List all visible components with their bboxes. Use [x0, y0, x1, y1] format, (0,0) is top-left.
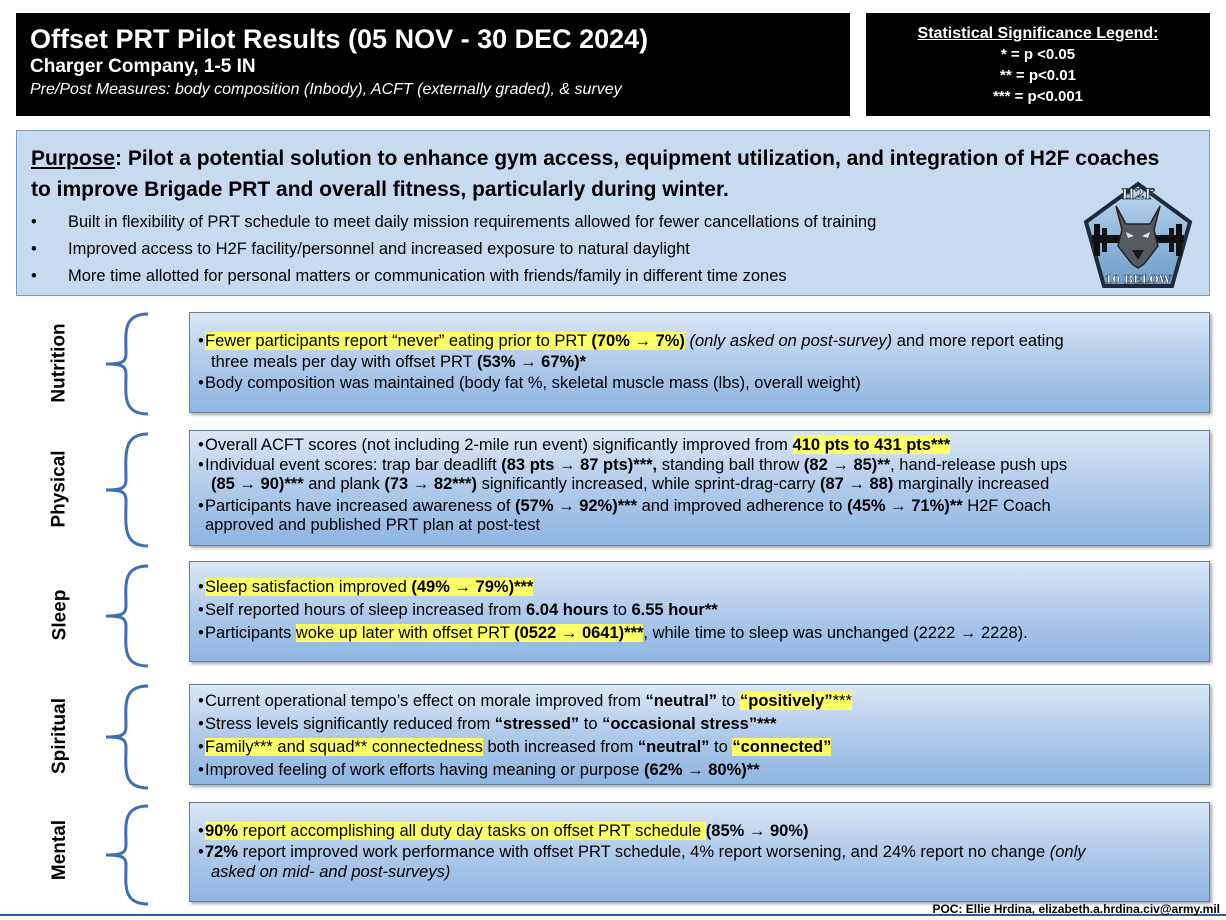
section-content	[189, 312, 1210, 413]
finding-text: and more report eating	[892, 332, 1064, 350]
finding-text: Current operational tempo’s effect on morale improved from	[205, 692, 646, 710]
note-text: (only	[1049, 843, 1086, 861]
note-text: asked on mid- and post-surveys)	[211, 863, 451, 881]
bullet-dot: •	[198, 843, 204, 861]
finding-text: Participants have increased awareness of	[205, 497, 516, 515]
bullet-dot: •	[31, 240, 37, 258]
highlighted-text: Sleep satisfaction improved	[205, 578, 412, 596]
section-label-text: Sleep	[48, 589, 70, 641]
note-text: (only asked on post-survey)	[684, 332, 893, 350]
finding-text: standing ball throw	[657, 456, 804, 474]
finding-text: and improved adherence to	[637, 497, 848, 515]
purpose-bullet	[31, 263, 1195, 290]
stat-text: “stressed”	[494, 715, 580, 733]
section-label	[28, 560, 92, 670]
purpose-bullet	[31, 236, 1195, 263]
stat-text: (62% → 80%)**	[644, 761, 760, 779]
bullet-dot: •	[198, 374, 204, 392]
purpose-text: : Pilot a potential solution to enhance gym access, equipment utilization, and integration of H2F coaches to improve Brigade PRT and overall fitness, particularly during winter.	[31, 147, 1160, 201]
section-label	[28, 800, 92, 900]
finding-line	[198, 690, 1197, 713]
bullet-dot: •	[198, 456, 204, 474]
stat-text: 6.04 hours	[526, 601, 609, 619]
bullet-dot: •	[198, 578, 204, 596]
finding-line	[198, 759, 1197, 782]
legend-title: Statistical Significance Legend:	[917, 25, 1159, 42]
purpose-bullet-text: Improved access to H2F facility/personnel and increased exposure to natural daylight	[68, 240, 690, 258]
stat-text: (73 → 82***)	[384, 475, 478, 493]
section-content	[189, 430, 1210, 546]
finding-line	[198, 352, 1197, 373]
finding-line	[198, 435, 1197, 456]
highlighted-stat: 410 pts to 431 pts***	[792, 436, 951, 454]
section-content	[189, 802, 1210, 902]
highlighted-text: Family*** and squad** connectedness	[205, 738, 483, 756]
stat-text: (57% → 92%)***	[515, 497, 637, 515]
section-label-text: Spiritual	[49, 697, 71, 775]
stat-text: 72%	[205, 843, 239, 861]
finding-text: and plank	[303, 475, 385, 493]
finding-text: H2F Coach	[962, 497, 1051, 515]
purpose-panel	[16, 130, 1210, 296]
purpose-bullet-text: More time allotted for personal matters or communication with friends/family in different time zones	[68, 267, 787, 285]
purpose-bullet-text: Built in flexibility of PRT schedule to meet daily mission requirements allowed for fewer cancellations of training	[68, 213, 877, 231]
bullet-dot: •	[198, 624, 204, 642]
finding-text: to	[709, 738, 733, 756]
section-label	[28, 680, 92, 792]
bullet-dot: •	[198, 692, 204, 710]
stat-text: (85 → 90)***	[211, 475, 304, 493]
bullet-dot: •	[198, 332, 204, 350]
bullet-dot: •	[198, 715, 204, 733]
stat-text: “neutral”	[645, 692, 718, 710]
section-nutrition	[0, 308, 1226, 418]
finding-line	[198, 862, 1197, 882]
finding-text: Participants	[205, 624, 296, 642]
section-mental	[0, 800, 1226, 910]
finding-text: significantly increased, while sprint-drag-carry	[477, 475, 820, 493]
finding-text: to	[608, 601, 632, 619]
stat-text: (87 → 88)	[819, 475, 894, 493]
finding-text: Stress levels significantly reduced from	[205, 715, 495, 733]
stat-text: “occasional stress”***	[602, 715, 777, 733]
section-spiritual	[0, 680, 1226, 792]
finding-line	[198, 576, 1197, 599]
finding-line	[198, 373, 1197, 394]
significance-legend	[866, 13, 1210, 116]
h2f-wolf-logo	[1082, 180, 1194, 290]
bullet-dot: •	[198, 601, 204, 619]
section-label-text: Mental	[49, 819, 70, 881]
highlighted-text: woke up later with offset PRT	[295, 624, 515, 642]
section-label	[28, 428, 92, 550]
stat-text: (82 → 85)**	[803, 456, 891, 474]
bullet-dot: •	[31, 213, 37, 231]
bullet-dot: •	[198, 761, 204, 779]
stat-text: (45% → 71%)**	[847, 497, 963, 515]
section-content	[189, 684, 1210, 785]
stat-text: 6.55 hour**	[631, 601, 718, 619]
finding-text: Body composition was maintained (body fat %, skeletal muscle mass (lbs), overall weight)	[205, 374, 861, 392]
stat-text: (85% → 90%)	[705, 822, 809, 840]
section-label-text: Nutrition	[49, 323, 70, 403]
bullet-dot: •	[198, 738, 204, 756]
header-banner	[16, 13, 850, 116]
finding-text: Overall ACFT scores (not including 2-mile run event) significantly improved from	[205, 436, 793, 454]
page-title: Offset PRT Pilot Results (05 NOV - 30 DEC 2024)	[30, 24, 649, 54]
poc-contact: POC: Ellie Hrdina, elizabeth.a.hrdina.civ@army.mil	[932, 902, 1220, 916]
finding-line	[198, 820, 1197, 842]
highlighted-stat: “connected”	[732, 738, 832, 756]
stat-text: “neutral”	[637, 738, 710, 756]
finding-line	[198, 713, 1197, 736]
finding-text: , hand-release push ups	[890, 456, 1068, 474]
finding-text: Individual event scores: trap bar deadlift	[205, 456, 502, 474]
finding-line	[198, 736, 1197, 759]
finding-line	[198, 842, 1197, 862]
page-description: Pre/Post Measures: body composition (Inbody), ACFT (externally graded), & survey	[30, 81, 622, 98]
purpose-statement	[31, 143, 1161, 205]
section-label	[28, 308, 92, 418]
logo-bottom-text: 10 BELOW	[1104, 273, 1172, 286]
bullet-dot: •	[31, 267, 37, 285]
finding-text: marginally increased	[893, 475, 1050, 493]
finding-text: three meals per day with offset PRT	[211, 353, 477, 371]
logo-top-text: H2F	[1121, 187, 1155, 203]
finding-line	[198, 475, 1197, 494]
section-physical	[0, 428, 1226, 550]
highlighted-stat: 90%	[205, 822, 239, 840]
highlighted-text: Fewer participants report “never” eating prior to PRT	[205, 332, 592, 350]
finding-text: , while time to sleep was unchanged (2222 → 2228).	[643, 624, 1028, 642]
purpose-bullet	[31, 209, 1195, 236]
highlighted-stat: “positively”	[739, 692, 833, 710]
highlighted-text: ***	[832, 692, 852, 710]
purpose-bullet-list	[31, 209, 1195, 290]
stat-text: (53% → 67%)*	[476, 353, 587, 371]
page-subtitle: Charger Company, 1-5 IN	[30, 56, 256, 77]
legend-item: * = p <0.05	[1000, 46, 1076, 63]
bullet-dot: •	[198, 497, 204, 515]
highlighted-stat: (70% → 7%)	[591, 332, 685, 350]
section-sleep	[0, 560, 1226, 670]
section-content	[189, 561, 1210, 662]
finding-line	[198, 516, 1197, 535]
finding-text: approved and published PRT plan at post-test	[205, 516, 541, 534]
highlighted-stat: (49% → 79%)***	[411, 578, 534, 596]
curly-brace-icon	[98, 432, 152, 548]
finding-text: report improved work performance with offset PRT schedule, 4% report worsening, and 24% report no change	[238, 843, 1050, 861]
finding-text: Self reported hours of sleep increased from	[205, 601, 527, 619]
finding-line	[198, 456, 1197, 475]
bullet-dot: •	[198, 436, 204, 454]
finding-text: to	[717, 692, 740, 710]
finding-line	[198, 331, 1197, 352]
finding-line	[198, 599, 1197, 622]
curly-brace-icon	[98, 564, 152, 668]
finding-text: both increased from	[482, 738, 638, 756]
bullet-dot: •	[198, 822, 204, 840]
highlighted-stat: (0522 → 0641)***	[514, 624, 644, 642]
legend-item: ** = p<0.01	[1000, 67, 1076, 84]
legend-item: *** = p<0.001	[992, 88, 1084, 105]
finding-line	[198, 622, 1197, 645]
stat-text: (83 pts → 87 pts)***,	[501, 456, 658, 474]
purpose-label: Purpose	[31, 147, 116, 170]
finding-line	[198, 497, 1197, 516]
curly-brace-icon	[98, 312, 152, 416]
section-label-text: Physical	[49, 450, 71, 528]
curly-brace-icon	[98, 684, 152, 790]
highlighted-text: report accomplishing all duty day tasks on offset PRT schedule	[238, 822, 706, 840]
finding-text: to	[579, 715, 603, 733]
finding-text: Improved feeling of work efforts having meaning or purpose	[205, 761, 645, 779]
curly-brace-icon	[98, 804, 152, 906]
